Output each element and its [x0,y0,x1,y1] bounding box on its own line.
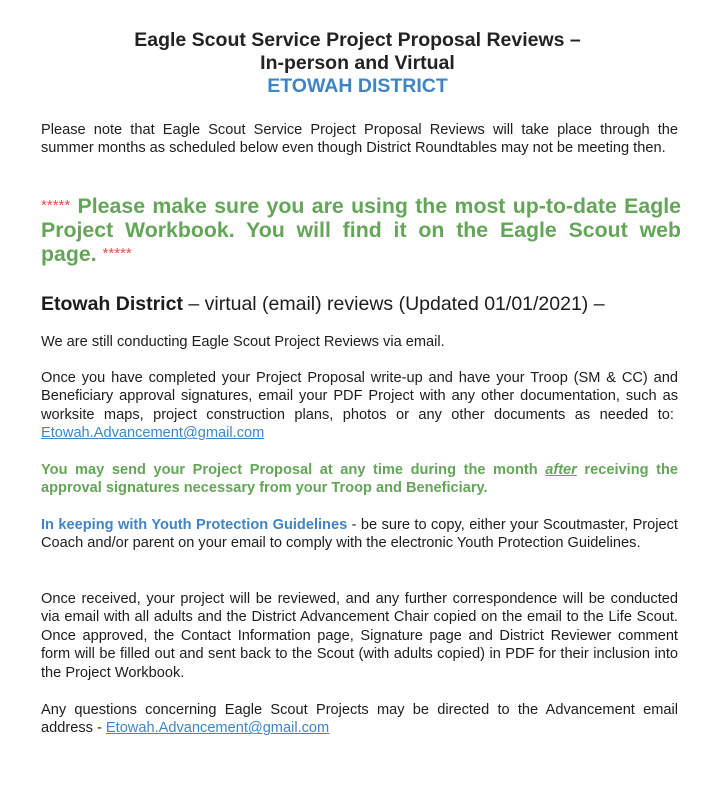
send-anytime-paragraph [41,461,678,498]
once-completed-text: Once you have completed your Project Proposal write-up and have your Troop (SM & CC) and Beneficiary approval signatures, email your PDF Project with any other documentation, such as worksite maps, project construction plans, photos or any other documents as needed to: [41,370,678,423]
title-line-1: Eagle Scout Service Project Proposal Reviews – [134,29,581,51]
youth-protection-paragraph [41,516,678,553]
section-heading-bold: Etowah District [41,293,183,315]
page-title [0,29,715,98]
questions-email-link[interactable]: Etowah.Advancement@gmail.com [105,720,330,737]
section-heading-rest: – virtual (email) reviews (Updated 01/01/2021) – [182,293,605,315]
advancement-email-link[interactable]: Etowah.Advancement@gmail.com [41,425,265,442]
notice-stars-end: ***** [102,245,132,262]
intro-paragraph: Please note that Eagle Scout Service Project Proposal Reviews will take place through the summer months as scheduled below even though District Roundtables may not be meeting then. [41,122,678,157]
once-completed-paragraph [41,369,678,443]
once-received-paragraph: Once received, your project will be reviewed, and any further correspondence will be conducted via email with all adults and the District Advancement Chair copied on the email to the Life Scout. Once approved, the Contact Information page, Signature page and District Reviewer comment form will be filled out and sent back to the Scout (with adults copied) in PDF for their inclusion into the Project Workbook. [41,591,678,681]
notice-stars-start: ***** [41,197,71,214]
send-emphasis: after [545,462,577,478]
send-text-after: receiving the approval signatures necessary from your Troop and Beneficiary. [41,462,678,497]
workbook-notice [41,194,681,266]
send-text-before: You may send your Project Proposal at any time during the month [41,462,546,478]
questions-text: Any questions concerning Eagle Scout Projects may be directed to the Advancement email address - [41,702,678,737]
still-conducting-paragraph: We are still conducting Eagle Scout Project Reviews via email. [41,334,445,350]
title-district: ETOWAH DISTRICT [267,75,448,97]
title-line-2: In-person and Virtual [260,52,455,74]
youth-protection-text: - be sure to copy, either your Scoutmaster, Project Coach and/or parent on your email to comply with the electronic Youth Protection Guidelines. [41,517,678,552]
questions-paragraph [41,701,678,738]
youth-protection-heading: In keeping with Youth Protection Guidelines [41,517,348,533]
section-heading [41,292,701,316]
notice-text: Please make sure you are using the most up-to-date Eagle Project Workbook. You will find it on the Eagle Scout web page. [41,194,682,266]
